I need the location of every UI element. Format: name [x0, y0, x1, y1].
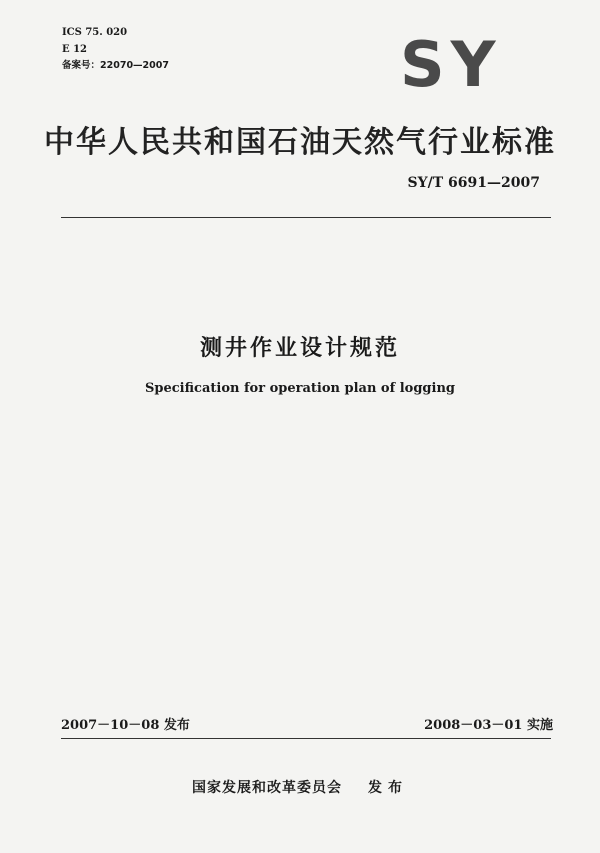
top-divider	[61, 217, 551, 218]
category-code: E 12	[62, 44, 88, 55]
document-title-en: Specification for operation plan of logging	[144, 381, 455, 396]
publisher-line	[0, 777, 600, 797]
registration-number: 备案号：22070—2007	[62, 60, 169, 71]
issue-date: 2007－10－08 发布	[61, 718, 190, 733]
bottom-divider	[61, 738, 551, 739]
ics-code: ICS 75. 020	[62, 27, 128, 38]
org-title: 中华人民共和国石油天然气行业标准	[44, 125, 556, 160]
publisher-name: 国家发展和改革委员会	[192, 780, 342, 796]
publisher-verb: 发布	[368, 780, 408, 796]
sy-logo: SY	[400, 28, 502, 101]
document-title-cn: 测井作业设计规范	[199, 336, 400, 361]
standard-number: SY/T 6691—2007	[407, 175, 540, 191]
effective-date: 2008－03－01 实施	[424, 718, 553, 733]
